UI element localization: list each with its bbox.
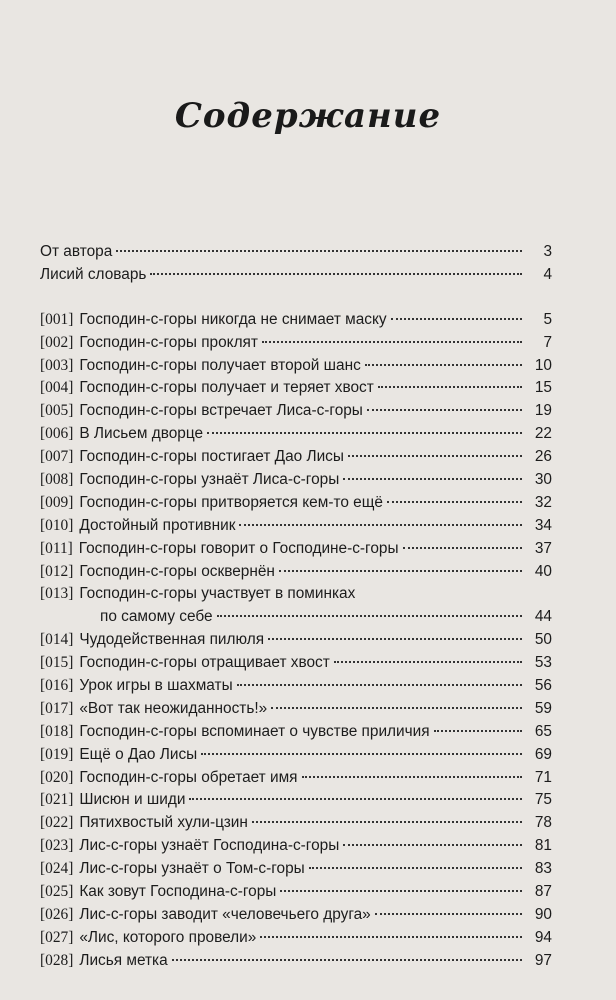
dot-leader [239, 524, 522, 526]
chapter-number: [003] [40, 356, 74, 374]
toc-entry-continuation [40, 606, 552, 629]
entry-label: Господин-с-горы притворяется кем-то ещё [79, 493, 383, 511]
toc-entry [40, 721, 552, 744]
page-number: 65 [534, 722, 552, 740]
entry-label: «Лис, которого провели» [79, 928, 257, 946]
dot-leader [262, 341, 522, 343]
dot-leader [365, 364, 522, 366]
chapter-number: [002] [40, 333, 74, 351]
entry-label: От автора [40, 243, 113, 260]
page-number: 87 [534, 883, 552, 901]
page-number: 30 [534, 471, 552, 489]
toc-entry [40, 629, 552, 652]
page-number: 37 [534, 539, 552, 557]
entry-label: «Вот так неожиданность!» [79, 699, 268, 717]
dot-leader [403, 547, 522, 549]
entry-label: Господин-с-горы проклят [79, 333, 258, 351]
page-number: 34 [534, 516, 552, 534]
page-number: 50 [534, 631, 552, 649]
dot-leader [189, 798, 522, 800]
table-of-contents [40, 241, 552, 973]
toc-entry [40, 264, 552, 287]
dot-leader [201, 753, 522, 755]
entry-label: Господин-с-горы отращивает хвост [79, 654, 330, 672]
entry-label: Господин-с-горы вспоминает о чувстве приличия [79, 722, 430, 740]
toc-entry [40, 446, 552, 469]
toc-entry [40, 858, 552, 881]
front-matter-list [40, 241, 552, 287]
toc-entry [40, 812, 552, 835]
dot-leader [217, 615, 522, 617]
entry-label: Пятихвостый хули-цзин [79, 814, 248, 832]
chapter-number: [012] [40, 562, 74, 580]
chapter-number: [014] [40, 631, 74, 649]
toc-entry [40, 698, 552, 721]
toc-entry [40, 332, 552, 355]
dot-leader [343, 844, 522, 846]
page-number: 90 [534, 905, 552, 923]
dot-leader [280, 890, 522, 892]
dot-leader [172, 959, 522, 961]
toc-entry [40, 400, 552, 423]
toc-entry [40, 423, 552, 446]
dot-leader [309, 867, 522, 869]
entry-label: В Лисьем дворце [79, 425, 204, 443]
toc-entry [40, 652, 552, 675]
page-number: 44 [534, 608, 552, 626]
entry-label: Господин-с-горы участвует в поминках [79, 585, 356, 603]
toc-entry [40, 881, 552, 904]
entry-label: Господин-с-горы получает и теряет хвост [79, 379, 374, 397]
chapter-number: [005] [40, 402, 74, 420]
entry-label: Лисий словарь [40, 265, 147, 283]
dot-leader [279, 570, 522, 572]
chapter-number: [007] [40, 448, 74, 466]
chapter-number: [010] [40, 516, 74, 534]
toc-entry [40, 469, 552, 492]
dot-leader [302, 776, 522, 778]
page-number: 75 [534, 791, 552, 809]
dot-leader [260, 936, 522, 938]
entry-label: Господин-с-горы осквернён [79, 562, 275, 580]
chapter-number: [017] [40, 699, 74, 717]
entry-label: Чудодейственная пилюля [79, 631, 265, 649]
chapter-number: [004] [40, 379, 74, 397]
page-number: 40 [534, 562, 552, 580]
entry-label: Господин-с-горы обретает имя [79, 768, 298, 786]
page-number: 26 [534, 448, 552, 466]
page-number: 22 [534, 425, 552, 443]
chapter-number: [008] [40, 471, 74, 489]
page-number: 81 [534, 837, 552, 855]
toc-entry [40, 950, 552, 973]
chapter-number: [026] [40, 905, 74, 923]
chapter-number: [023] [40, 837, 74, 855]
entry-label: Достойный противник [79, 516, 236, 534]
chapter-number: [006] [40, 425, 74, 443]
page-number: 97 [534, 951, 552, 969]
entry-label: Шисюн и шиди [79, 791, 186, 809]
dot-leader [343, 478, 522, 480]
entry-label: Господин-с-горы получает второй шанс [79, 356, 361, 374]
toc-entry [40, 241, 552, 264]
chapter-number: [020] [40, 768, 74, 786]
page-number: 53 [534, 654, 552, 672]
entry-label: Лис-с-горы узнаёт о Том-с-горы [79, 860, 305, 878]
chapter-number: [011] [40, 539, 73, 557]
page-number: 94 [534, 928, 552, 946]
dot-leader [378, 386, 522, 388]
dot-leader [237, 684, 522, 686]
toc-entry [40, 927, 552, 950]
toc-entry [40, 904, 552, 927]
chapter-number: [022] [40, 814, 74, 832]
chapter-number: [025] [40, 883, 74, 901]
entry-label: Лис-с-горы узнаёт Господина-с-горы [79, 837, 340, 855]
chapter-number: [018] [40, 722, 74, 740]
dot-leader [434, 730, 522, 732]
chapter-number: [001] [40, 310, 74, 328]
page-number: 78 [534, 814, 552, 832]
toc-entry [40, 377, 552, 400]
chapter-number: [016] [40, 677, 74, 695]
dot-leader [271, 707, 522, 709]
toc-entry [40, 583, 552, 606]
dot-leader [375, 913, 522, 915]
entry-label: Лисья метка [79, 951, 168, 969]
dot-leader [334, 661, 522, 663]
entry-label: Господин-с-горы встречает Лиса-с-горы [79, 402, 363, 420]
page-number: 69 [534, 745, 552, 763]
entry-label: Как зовут Господина-с-горы [79, 883, 277, 901]
chapter-number: [028] [40, 951, 74, 969]
page-number: 83 [534, 860, 552, 878]
page-number: 15 [534, 379, 552, 397]
entry-label: Господин-с-горы узнаёт Лиса-с-горы [79, 471, 340, 489]
toc-entry [40, 675, 552, 698]
toc-entry [40, 744, 552, 767]
chapter-number: [027] [40, 928, 74, 946]
entry-label: Господин-с-горы говорит о Господине-с-горы [78, 539, 399, 557]
toc-entry [40, 538, 552, 561]
page-number: 56 [534, 677, 552, 695]
page-number: 7 [543, 333, 552, 351]
dot-leader [348, 455, 522, 457]
dot-leader [268, 638, 522, 640]
entry-label: Ещё о Дао Лисы [79, 745, 198, 763]
chapter-number: [013] [40, 585, 74, 603]
toc-entry [40, 767, 552, 790]
toc-entry [40, 835, 552, 858]
entry-label: Господин-с-горы постигает Дао Лисы [79, 448, 344, 466]
dot-leader [367, 409, 522, 411]
chapter-list [40, 309, 552, 973]
dot-leader [207, 432, 522, 434]
section-gap [40, 287, 552, 309]
chapter-number: [009] [40, 493, 74, 511]
dot-leader [252, 821, 522, 823]
page-number: 5 [543, 310, 552, 328]
toc-entry [40, 789, 552, 812]
dot-leader [387, 501, 522, 503]
chapter-number: [015] [40, 654, 74, 672]
entry-label-continued: по самому себе [100, 608, 213, 626]
entry-label: Лис-с-горы заводит «человечьего друга» [79, 905, 371, 923]
page-number: 3 [543, 243, 552, 260]
page-number: 19 [534, 402, 552, 420]
dot-leader [116, 250, 522, 252]
page-number: 59 [534, 699, 552, 717]
toc-entry [40, 561, 552, 584]
toc-entry [40, 492, 552, 515]
chapter-number: [024] [40, 860, 74, 878]
chapter-number: [021] [40, 791, 74, 809]
toc-entry [40, 355, 552, 378]
entry-label: Господин-с-горы никогда не снимает маску [79, 310, 387, 328]
page-number: 32 [534, 493, 552, 511]
entry-label: Урок игры в шахматы [79, 677, 233, 695]
dot-leader [150, 273, 522, 275]
chapter-number: [019] [40, 745, 74, 763]
toc-entry [40, 515, 552, 538]
page-title: Содержание [174, 96, 442, 136]
dot-leader [391, 318, 522, 320]
page-number: 4 [543, 265, 552, 283]
page-number: 71 [534, 768, 552, 786]
page-number: 10 [534, 356, 552, 374]
toc-entry [40, 309, 552, 332]
